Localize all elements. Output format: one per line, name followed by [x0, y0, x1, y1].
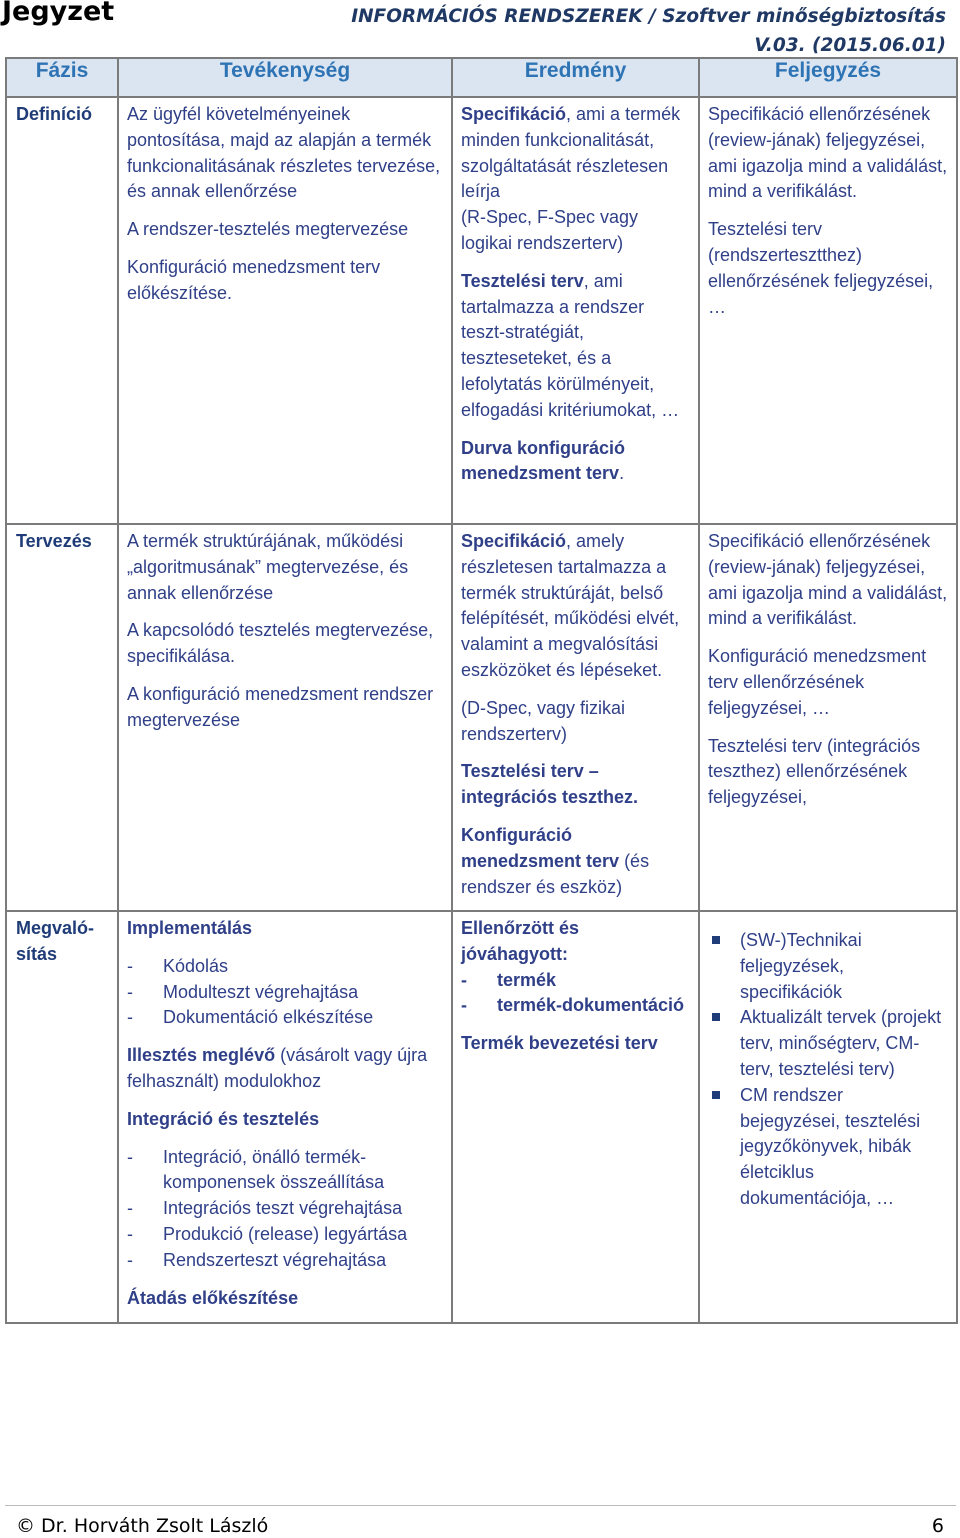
page-number: 6 — [931, 1515, 944, 1537]
column-header-result: Eredmény — [452, 58, 699, 97]
list-item: - Integrációs teszt végrehajtása — [127, 1196, 443, 1222]
phase-cell: Tervezés — [6, 524, 118, 911]
result-text: Tesztelési terv, ami tartalmazza a rendszer teszt-stratégiát, teszteseteket, és a lefolytatás körülményeit, elfogadási kritériumokat, … — [461, 270, 680, 420]
activity-heading: Átadás előkészítése — [127, 1287, 299, 1308]
note-cell — [699, 911, 957, 1323]
result-text: Specifikáció, ami a termék minden funkcionalitását, szolgáltatását részletesen leírja (R-Spec, F-Spec vagy logikai rendszerterv) — [461, 104, 681, 253]
table-row — [6, 97, 957, 524]
document-header — [351, 2, 946, 60]
footer-rule — [5, 1505, 956, 1506]
result-heading: Ellenőrzött és jóváhagyott: — [461, 918, 580, 964]
list-item: Aktualizált tervek (projekt terv, minőségterv, CM-terv, tesztelési terv) — [708, 1005, 948, 1082]
result-heading: Termék bevezetési terv — [461, 1033, 658, 1054]
activity-text: A kapcsolódó tesztelés megtervezése, specifikálása. — [127, 620, 434, 667]
note-text: Konfiguráció menedzsment terv ellenőrzésének feljegyzései, … — [708, 646, 927, 718]
note-text: Tesztelési terv (integrációs teszthez) ellenőrzésének feljegyzései, — [708, 735, 921, 808]
activity-cell — [118, 524, 452, 911]
document-label: Jegyzet — [2, 0, 115, 27]
list-item: - Dokumentáció elkészítése — [127, 1005, 443, 1031]
activity-heading: Integráció és tesztelés — [127, 1108, 320, 1129]
list-item: - Modulteszt végrehajtása — [127, 980, 443, 1006]
result-text: (D-Spec, vagy fizikai rendszerterv) — [461, 697, 626, 744]
result-cell — [452, 911, 699, 1323]
table-header-row — [6, 58, 957, 97]
list-item: CM rendszer bejegyzései, tesztelési jegyzőkönyvek, hibák életciklus dokumentációja, … — [708, 1083, 948, 1212]
result-cell — [452, 97, 699, 524]
column-header-phase: Fázis — [6, 58, 118, 97]
activity-list — [127, 954, 443, 1031]
activity-cell — [118, 97, 452, 524]
list-item: - termék — [461, 968, 690, 994]
list-item: (SW-)Technikai feljegyzések, specifikációk — [708, 928, 948, 1005]
table-row — [6, 524, 957, 911]
result-text: Tesztelési terv – integrációs teszthez. — [461, 761, 639, 808]
phase-table — [5, 57, 958, 1324]
list-item: - Kódolás — [127, 954, 443, 980]
activity-text: A termék struktúrájának, működési „algoritmusának” megtervezése, és annak ellenőrzése — [127, 531, 409, 603]
column-header-activity: Tevékenység — [118, 58, 452, 97]
note-text: Specifikáció ellenőrzésének (review-jának) feljegyzései, ami igazolja mind a validálást, mind a verifikálást. — [708, 104, 948, 202]
list-item: - termék-dokumentáció — [461, 993, 690, 1019]
copyright-text: © Dr. Horváth Zsolt László — [16, 1515, 269, 1537]
list-item: - Integráció, önálló termék-komponensek összeállítása — [127, 1145, 443, 1197]
column-header-note: Feljegyzés — [699, 58, 957, 97]
note-text: Specifikáció ellenőrzésének (review-jának) feljegyzései, ami igazolja mind a validálást, mind a verifikálást. — [708, 531, 948, 629]
note-list — [708, 928, 948, 1212]
list-item: - Produkció (release) legyártása — [127, 1222, 443, 1248]
activity-text: Az ügyfél követelményeinek pontosítása, majd az alapján a termék funkcionalitásának részletes tervezése, és annak ellenőrzése — [127, 104, 441, 202]
result-text: Konfiguráció menedzsment terv (és rendszer és eszköz) — [461, 824, 650, 897]
activity-text: A rendszer-tesztelés megtervezése — [127, 219, 409, 240]
phase-cell: Definíció — [6, 97, 118, 524]
activity-text: Illesztés meglévő (vásárolt vagy újra felhasznált) modulokhoz — [127, 1045, 428, 1091]
activity-cell — [118, 911, 452, 1323]
result-list — [461, 968, 690, 1020]
activity-list — [127, 1145, 443, 1274]
phase-cell: Megvaló- sítás — [6, 911, 118, 1323]
activity-text: A konfiguráció menedzsment rendszer megtervezése — [127, 683, 434, 730]
list-item: - Rendszerteszt végrehajtása — [127, 1248, 443, 1274]
version-label: V.03. (2015.06.01) — [754, 35, 946, 56]
activity-heading: Implementálás — [127, 918, 253, 938]
page-footer — [16, 1515, 944, 1537]
result-cell — [452, 524, 699, 911]
result-text: Durva konfiguráció menedzsment terv. — [461, 437, 626, 484]
note-cell — [699, 97, 957, 524]
note-cell — [699, 524, 957, 911]
result-text: Specifikáció, amely részletesen tartalmazza a termék struktúráját, belső felépítését, működési elvét, valamint a megvalósítási eszközöket és lépéseket. — [461, 531, 680, 680]
activity-text: Konfiguráció menedzsment terv előkészítése. — [127, 256, 381, 303]
table-row — [6, 911, 957, 1323]
course-title: INFORMÁCIÓS RENDSZEREK / Szoftver minőségbiztosítás — [351, 6, 946, 27]
note-text: Tesztelési terv (rendszertesztthez) ellenőrzésének feljegyzései, … — [708, 219, 934, 317]
